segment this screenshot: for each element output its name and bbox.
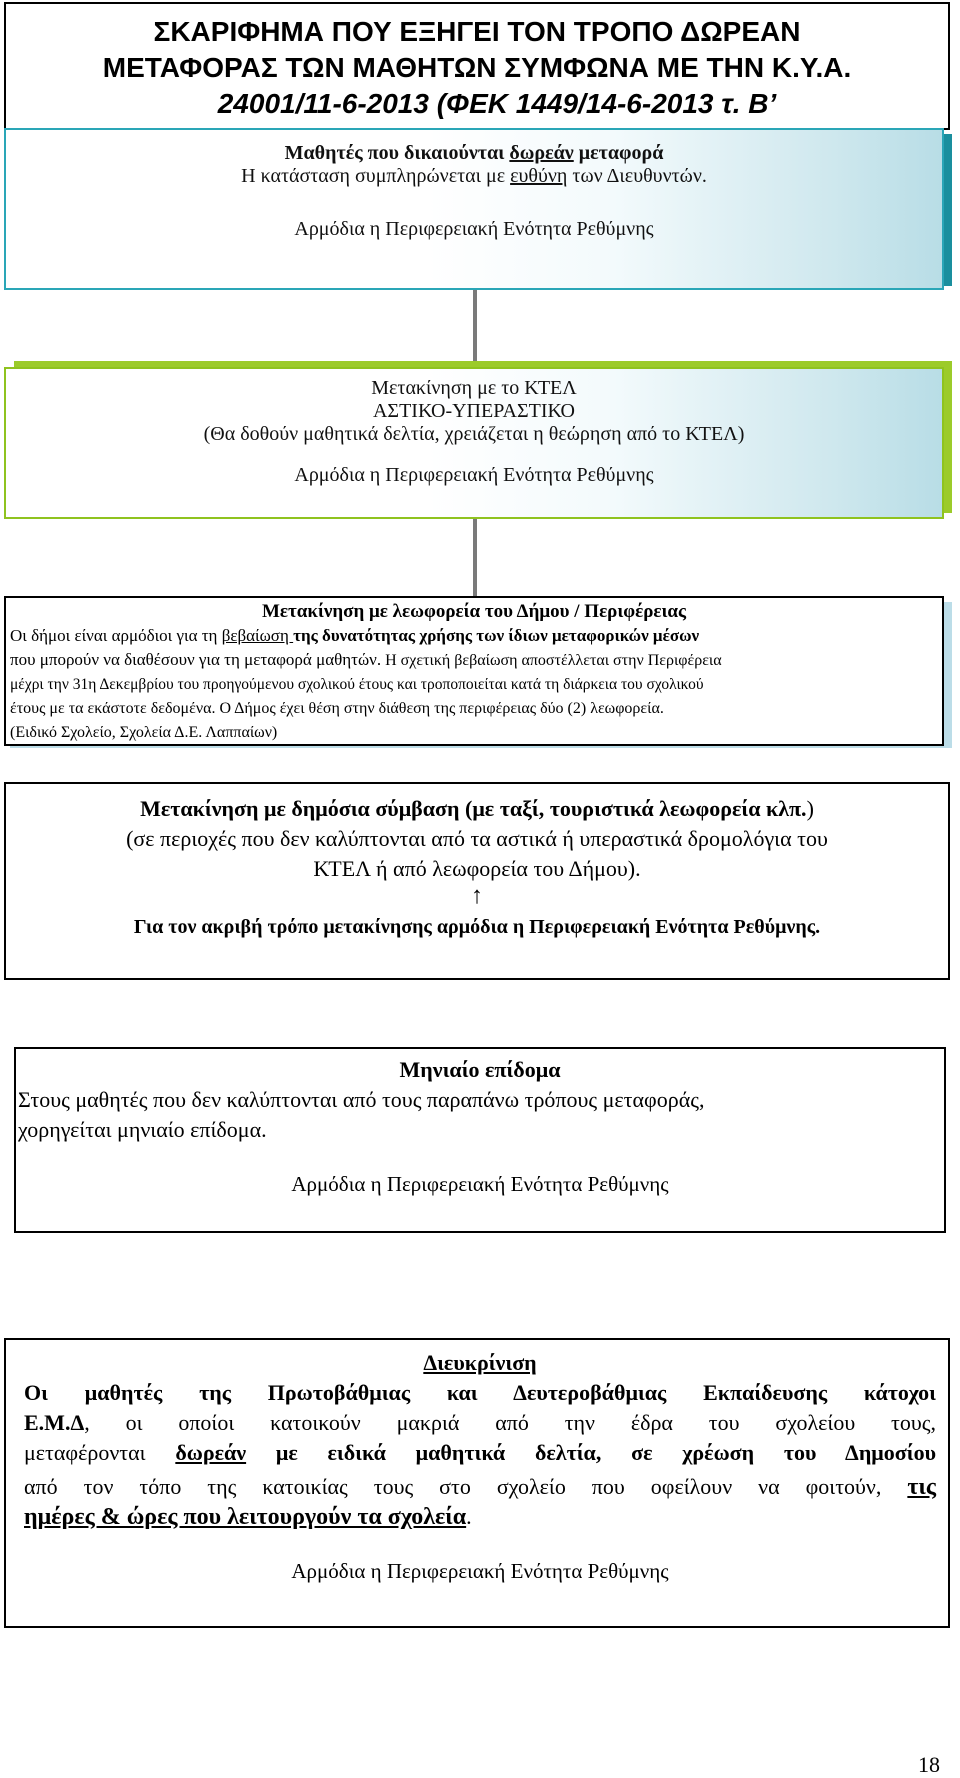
title-line-1: ΣΚΑΡΙΦΗΜΑ ΠΟΥ ΕΞΗΓΕΙ ΤΟΝ ΤΡΟΠΟ ΔΩΡΕΑΝ — [153, 16, 801, 47]
connector-line — [473, 290, 477, 370]
ktel-box — [4, 367, 944, 519]
connector-line — [473, 519, 477, 597]
box4-line4: Για τον ακριβή τρόπο μετακίνησης αρμόδια η Περιφερειακή Ενότητα Ρεθύμνης. — [133, 916, 821, 938]
title-line-3: 24001/11-6-2013 (ΦΕΚ 1449/14-6-2013 τ. Β’ — [217, 88, 777, 119]
page-number: 18 — [918, 1752, 940, 1777]
monthly-allowance-box — [14, 1047, 946, 1233]
box2-line1: Μετακίνηση με το ΚΤΕΛ — [371, 377, 577, 399]
box5-line2: χορηγείται μηνιαίο επίδομα. — [18, 1117, 267, 1142]
box6-line3: μεταφέρονται δωρεάν με ειδικά μαθητικά δελτία, σε χρέωση του Δημοσίου — [24, 1440, 936, 1465]
public-contract-box — [4, 782, 950, 980]
box6-heading: Διευκρίνιση — [423, 1350, 537, 1375]
box6-line4: από τον τόπο της κατοικίας τους στο σχολείο που οφείλουν να φοιτούν, τις — [24, 1474, 936, 1500]
box4-line2: (σε περιοχές που δεν καλύπτονται από τα αστικά ή υπεραστικά δρομολόγια του — [126, 826, 828, 851]
box3-line1: Οι δήμοι είναι αρμόδιοι για τη βεβαίωση της δυνατότητας χρήσης των ίδιων μεταφορικών μέσων — [10, 626, 700, 645]
clarification-box — [4, 1338, 950, 1628]
box2-line3: (Θα δοθούν μαθητικά δελτία, χρειάζεται η θεώρηση από το ΚΤΕΛ) — [203, 423, 745, 445]
box6-line1: Οι μαθητές της Πρωτοβάθμιας και Δευτεροβάθμιας Εκπαίδευσης κάτοχοι — [24, 1380, 936, 1405]
box4-line3: ΚΤΕΛ ή από λεωφορεία του Δήμου). — [313, 856, 641, 881]
box3-line2: που μπορούν να διαθέσουν για τη μεταφορά μαθητών. Η σχετική βεβαίωση αποστέλλεται στην Περιφέρεια — [10, 650, 722, 669]
box5-authority: Αρμόδια η Περιφερειακή Ενότητα Ρεθύμνης — [291, 1172, 669, 1196]
box2-line2: ΑΣΤΙΚΟ-ΥΠΕΡΑΣΤΙΚΟ — [372, 400, 575, 422]
box6-line2: Ε.Μ.Δ, οι οποίοι κατοικούν μακριά από την έδρα του σχολείου τους, — [24, 1410, 936, 1435]
box2-authority: Αρμόδια η Περιφερειακή Ενότητα Ρεθύμνης — [294, 464, 654, 486]
box5-heading: Μηνιαίο επίδομα — [399, 1057, 561, 1082]
municipal-bus-box — [4, 596, 944, 746]
box1-line1: Μαθητές που δικαιούνται δωρεάν μεταφορά — [284, 142, 664, 164]
title-line-2: ΜΕΤΑΦΟΡΑΣ ΤΩΝ ΜΑΘΗΤΩΝ ΣΥΜΦΩΝΑ ΜΕ ΤΗΝ Κ.Υ.Α. — [102, 52, 852, 83]
box5-line1: Στους μαθητές που δεν καλύπτονται από τους παραπάνω τρόπους μεταφοράς, — [18, 1087, 705, 1112]
box4-heading: Μετακίνηση με δημόσια σύμβαση (με ταξί, τουριστικά λεωφορεία κλπ.) — [140, 796, 814, 821]
box1-authority: Αρμόδια η Περιφερειακή Ενότητα Ρεθύμνης — [294, 218, 654, 240]
box3-line3: μέχρι την 31η Δεκεμβρίου του προηγούμενου σχολικού έτους και τροποποιείται κατά τη διάρκεια του σχολικού — [10, 676, 704, 693]
document-title — [4, 2, 950, 130]
up-arrow-icon: ↑ — [471, 883, 483, 909]
box6-line5: ημέρες & ώρες που λειτουργούν τα σχολεία. — [24, 1504, 472, 1530]
box6-authority: Αρμόδια η Περιφερειακή Ενότητα Ρεθύμνης — [291, 1559, 669, 1583]
box3-line5: (Ειδικό Σχολείο, Σχολεία Δ.Ε. Λαππαίων) — [10, 724, 278, 741]
box3-heading: Μετακίνηση με λεωφορεία του Δήμου / Περιφέρειας — [261, 601, 687, 622]
eligible-students-box — [4, 128, 944, 290]
box3-line4: έτους με τα εκάστοτε δεδομένα. Ο Δήμος έχει θέση στην διάθεση της περιφέρειας δύο (2) λεωφορεία. — [10, 700, 664, 717]
box1-line2: Η κατάσταση συμπληρώνεται με ευθύνη των Διευθυντών. — [241, 165, 707, 187]
